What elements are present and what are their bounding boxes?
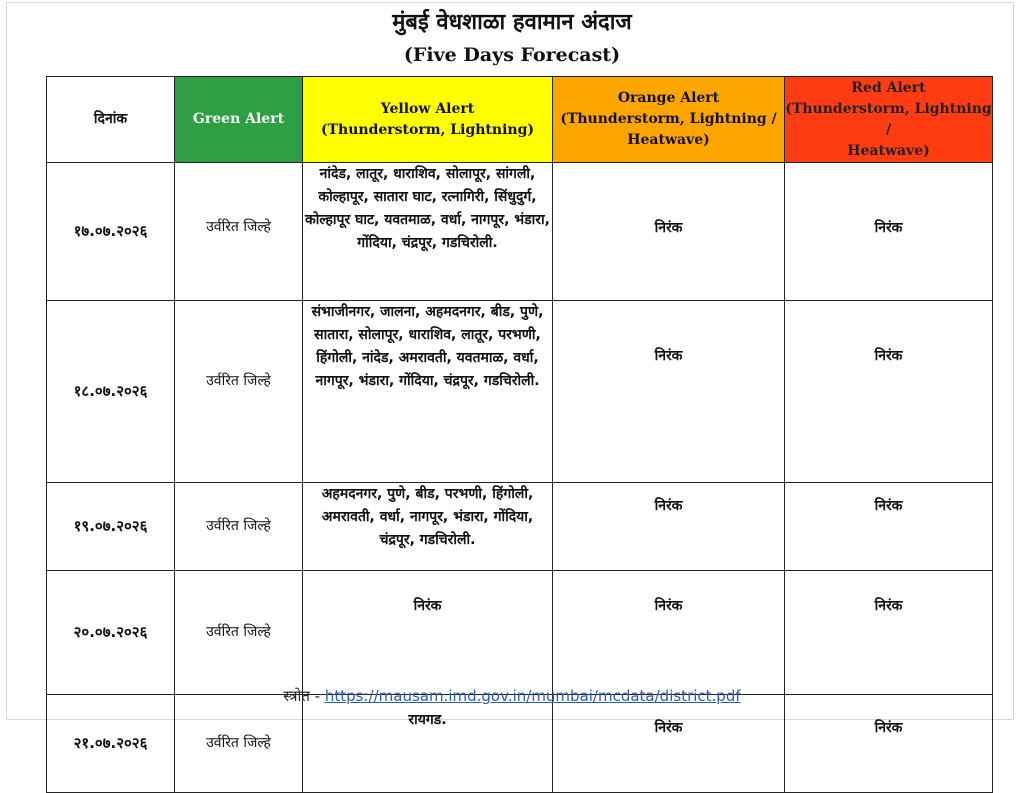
header-orange-alert xyxy=(553,77,785,163)
date-cell: १९.०७.२०२६ xyxy=(47,483,175,571)
source-label: स्त्रोत - xyxy=(283,687,321,705)
yellow-alert-cell: रायगड. xyxy=(303,695,553,793)
table-row xyxy=(47,695,993,793)
header-yellow-alert xyxy=(303,77,553,163)
orange-alert-cell: निरंक xyxy=(553,163,785,301)
page-title: मुंबई वेधशाळा हवामान अंदाज xyxy=(392,10,632,35)
red-alert-cell: निरंक xyxy=(785,695,993,793)
header-red-title: Red Alert xyxy=(851,79,926,96)
green-alert-cell: उर्वरित जिल्हे xyxy=(175,301,303,483)
header-orange-title: Orange Alert xyxy=(617,90,720,106)
page-subtitle: (Five Days Forecast) xyxy=(403,44,621,66)
yellow-alert-cell: अहमदनगर, पुणे, बीड, परभणी, हिंगोली, अमरावती, वर्धा, नागपूर, भंडारा, गोंदिया, चंद्रपूर, गडचिरोली. xyxy=(303,483,553,571)
date-cell: २१.०७.२०२६ xyxy=(47,695,175,793)
header-green-label: Green Alert xyxy=(192,111,285,127)
header-date-label: दिनांक xyxy=(93,111,128,127)
header-red-subtitle-2: Heatwave) xyxy=(847,142,930,159)
yellow-alert-cell: संभाजीनगर, जालना, अहमदनगर, बीड, पुणे, सातारा, सोलापूर, धाराशिव, लातूर, परभणी, हिंगोली, नांदेड, अमरावती, यवतमाळ, वर्धा, नागपूर, भंडारा, गोंदिया, चंद्रपूर, गडचिरोली. xyxy=(303,301,553,483)
table-row xyxy=(47,301,993,483)
header-yellow-subtitle: (Thunderstorm, Lightning) xyxy=(321,121,534,138)
orange-alert-cell: निरंक xyxy=(553,483,785,571)
orange-alert-cell: निरंक xyxy=(553,571,785,695)
header-row xyxy=(47,77,993,163)
source-line xyxy=(0,686,1024,706)
green-alert-cell: उर्वरित जिल्हे xyxy=(175,483,303,571)
header-red-alert xyxy=(785,77,993,163)
red-alert-cell: निरंक xyxy=(785,163,993,301)
header-orange-subtitle-2: Heatwave) xyxy=(627,132,710,148)
header-red-subtitle: (Thunderstorm, Lightning / xyxy=(785,100,992,138)
red-alert-cell: निरंक xyxy=(785,301,993,483)
green-alert-cell: उर्वरित जिल्हे xyxy=(175,163,303,301)
red-alert-cell: निरंक xyxy=(785,571,993,695)
header-yellow-title: Yellow Alert xyxy=(380,100,475,117)
green-alert-cell: उर्वरित जिल्हे xyxy=(175,571,303,695)
date-cell: २०.०७.२०२६ xyxy=(47,571,175,695)
date-cell: १८.०७.२०२६ xyxy=(47,301,175,483)
header-green-alert xyxy=(175,77,303,163)
table-row xyxy=(47,571,993,695)
orange-alert-cell: निरंक xyxy=(553,695,785,793)
red-alert-cell: निरंक xyxy=(785,483,993,571)
header-date xyxy=(47,77,175,163)
orange-alert-cell: निरंक xyxy=(553,301,785,483)
table-row xyxy=(47,483,993,571)
yellow-alert-cell: निरंक xyxy=(303,571,553,695)
date-cell: १७.०७.२०२६ xyxy=(47,163,175,301)
green-alert-cell: उर्वरित जिल्हे xyxy=(175,695,303,793)
header-orange-subtitle: (Thunderstorm, Lightning / xyxy=(560,111,777,127)
table-row xyxy=(47,163,993,301)
yellow-alert-cell: नांदेड, लातूर, धाराशिव, सोलापूर, सांगली, कोल्हापूर, सातारा घाट, रत्नागिरी, सिंधुदुर्ग, कोल्हापूर घाट, यवतमाळ, वर्धा, नागपूर, भंडारा, गोंदिया, चंद्रपूर, गडचिरोली. xyxy=(303,163,553,301)
source-link[interactable]: https://mausam.imd.gov.in/mumbai/mcdata/district.pdf xyxy=(324,687,741,705)
